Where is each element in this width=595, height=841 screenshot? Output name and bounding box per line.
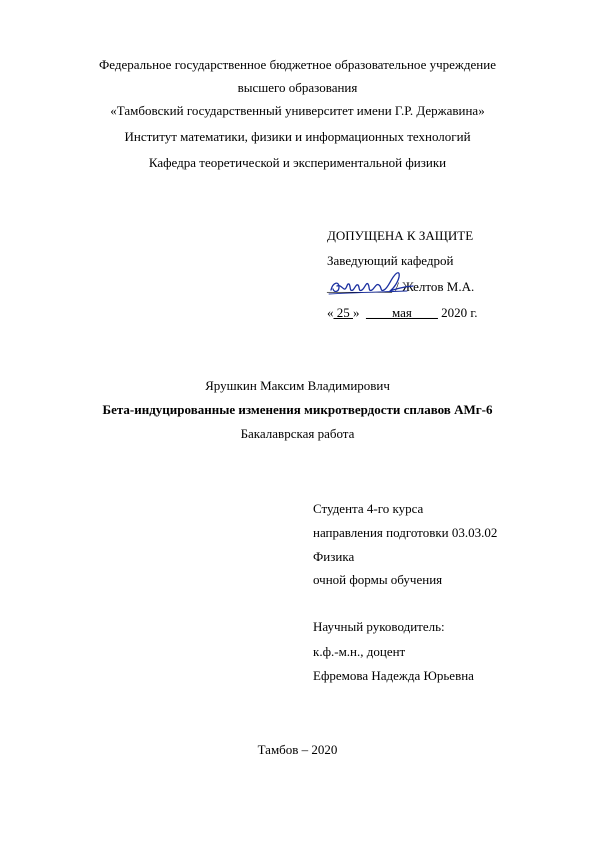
date-month: ____мая____	[366, 305, 438, 320]
signature-blank: __________	[327, 279, 392, 294]
student-line-3: Физика	[313, 549, 355, 564]
approval-role: Заведующий кафедрой	[327, 253, 454, 268]
header-line-1: Федеральное государственное бюджетное образовательное учреждение	[99, 57, 496, 72]
date-day: 25	[333, 305, 353, 320]
supervisor-label: Научный руководитель:	[313, 619, 445, 634]
student-line-2: направления подготовки 03.03.02	[313, 525, 498, 540]
approval-title: ДОПУЩЕНА К ЗАЩИТЕ	[327, 228, 474, 243]
date-mid: »	[353, 305, 363, 320]
student-line-4: очной формы обучения	[313, 572, 443, 587]
student-line-1: Студента 4-го курса	[313, 501, 424, 516]
header-line-4: Институт математики, физики и информационных технологий	[124, 129, 471, 144]
city-year: Тамбов – 2020	[257, 742, 338, 757]
approver-name: / Желтов М.А.	[392, 279, 475, 294]
work-type: Бакалаврская работа	[240, 426, 355, 441]
supervisor-degree: к.ф.-м.н., доцент	[313, 644, 406, 659]
supervisor-name: Ефремова Надежда Юрьевна	[313, 668, 474, 683]
header-line-3: «Тамбовский государственный университет имени Г.Р. Державина»	[110, 103, 485, 118]
header-line-2: высшего образования	[237, 80, 358, 95]
work-title: Бета-индуцированные изменения микротвердости сплавов АМг-6	[102, 402, 493, 417]
header-line-5: Кафедра теоретической и экспериментальной физики	[148, 155, 447, 170]
approval-date	[327, 305, 478, 321]
handwritten-signature	[327, 268, 419, 300]
date-year: 2020 г.	[437, 305, 478, 320]
author-name: Ярушкин Максим Владимирович	[205, 378, 390, 393]
date-open: «	[327, 305, 334, 320]
